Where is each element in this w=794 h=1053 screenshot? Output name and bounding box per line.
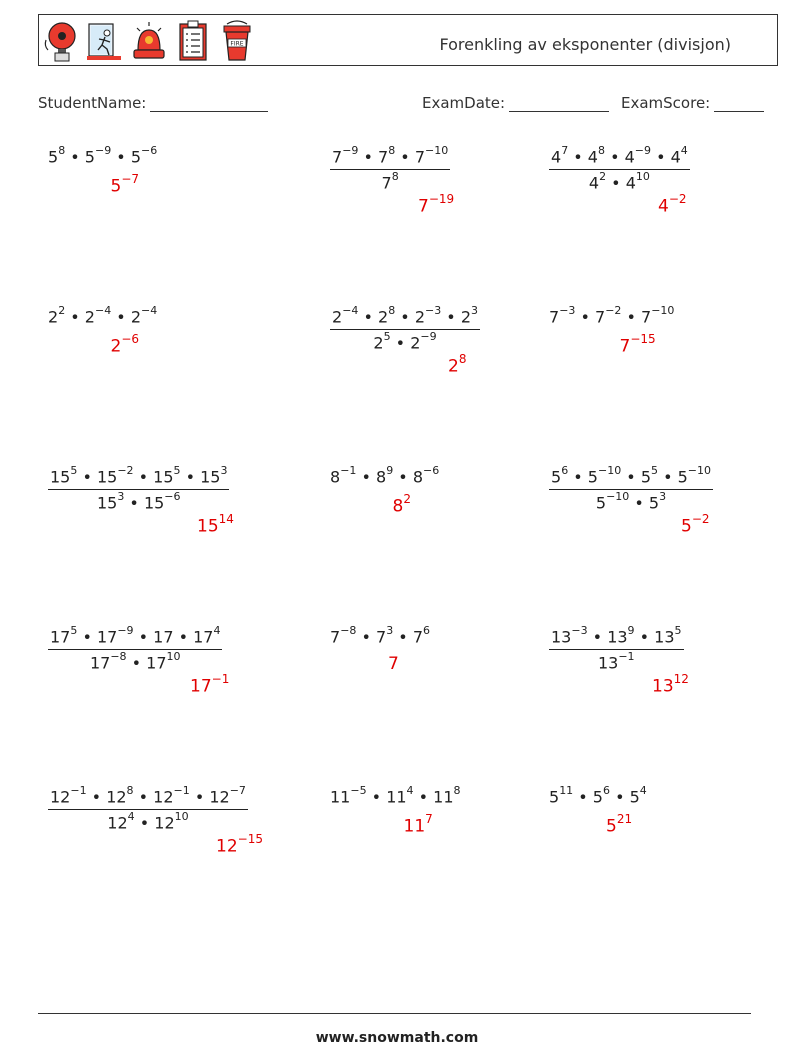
problem-item	[48, 624, 278, 697]
problem-item	[549, 144, 779, 217]
problem-fraction	[549, 626, 684, 673]
problem-answer: $7^{-15}$	[619, 332, 656, 357]
problem-answer: $8^2$	[392, 492, 411, 517]
problem-item	[48, 304, 278, 357]
problem-expression: $7^{-8}$ • $7^3$ • $7^6$	[330, 624, 430, 647]
problem-fraction	[48, 466, 229, 513]
fraction-numerator: $7^{-9}$ • $7^8$ • $7^{-10}$	[330, 146, 450, 170]
footer-divider	[38, 1013, 751, 1014]
problem-item	[549, 624, 779, 697]
exam-score-blank[interactable]	[714, 97, 764, 112]
problem-answer: $11^7$	[403, 812, 433, 837]
fraction-denominator: $4^2$ • $4^{10}$	[588, 170, 650, 193]
student-name-field[interactable]	[38, 94, 268, 112]
fraction	[48, 626, 222, 673]
svg-text:FIRE: FIRE	[230, 40, 244, 48]
fire-bucket-icon	[219, 20, 255, 62]
fraction-denominator: $13^{-1}$	[597, 650, 635, 673]
exam-date-blank[interactable]	[509, 97, 609, 112]
fraction-numerator: $12^{-1}$ • $12^8$ • $12^{-1}$ • $12^{-7}$	[48, 786, 248, 810]
fraction	[48, 466, 229, 513]
problem-expression: $7^{-3}$ • $7^{-2}$ • $7^{-10}$	[549, 304, 675, 327]
problem-answer: $17^{-1}$	[190, 672, 230, 697]
emergency-exit-icon	[87, 20, 123, 62]
problem-expression: $8^{-1}$ • $8^9$ • $8^{-6}$	[330, 464, 440, 487]
fraction-numerator: $17^5$ • $17^{-9}$ • 17 • $17^4$	[48, 626, 222, 650]
problem-item	[48, 464, 278, 537]
student-name-label: StudentName:	[38, 94, 147, 112]
footer-url: www.snowmath.com	[315, 1030, 479, 1046]
problem-item	[48, 144, 278, 197]
fraction	[549, 466, 713, 513]
problem-answer: $13^{12}$	[652, 672, 689, 697]
fraction-denominator: $17^{-8}$ • $17^{10}$	[89, 650, 181, 673]
problem-answer: $2^8$	[448, 352, 467, 377]
fraction-numerator: $2^{-4}$ • $2^8$ • $2^{-3}$ • $2^3$	[330, 306, 480, 330]
fraction-denominator: $15^3$ • $15^{-6}$	[96, 490, 181, 513]
worksheet-title: Forenkling av eksponenter (divisjon)	[439, 35, 731, 54]
fraction-denominator: $5^{-10}$ • $5^3$	[595, 490, 667, 513]
checklist-clipboard-icon	[175, 20, 211, 62]
problem-fraction	[549, 466, 713, 513]
problem-answer: $5^{-7}$	[110, 172, 140, 197]
fraction-denominator: $2^5$ • $2^{-9}$	[373, 330, 437, 353]
problem-answer: $15^{14}$	[197, 512, 234, 537]
exam-date-label: ExamDate:	[422, 94, 506, 112]
problem-answer: $7^{-19}$	[418, 192, 455, 217]
problem-answer: $5^{21}$	[606, 812, 633, 837]
fraction-denominator: $12^4$ • $12^{10}$	[107, 810, 189, 833]
problem-answer: $5^{-2}$	[681, 512, 710, 537]
problem-expression: $5^{11}$ • $5^6$ • $5^4$	[549, 784, 647, 807]
siren-light-icon	[131, 20, 167, 62]
problem-fraction	[48, 626, 222, 673]
problem-expression: $11^{-5}$ • $11^4$ • $11^8$	[330, 784, 461, 807]
exam-score-label: ExamScore:	[621, 94, 711, 112]
problem-item	[330, 464, 560, 517]
exam-date-field[interactable]	[422, 94, 609, 112]
fraction	[48, 786, 248, 833]
alarm-bell-icon	[43, 20, 79, 62]
problem-fraction	[48, 786, 248, 833]
fraction-numerator: $5^6$ • $5^{-10}$ • $5^5$ • $5^{-10}$	[549, 466, 713, 490]
fraction	[549, 146, 690, 193]
fraction-numerator: $15^5$ • $15^{-2}$ • $15^5$ • $15^3$	[48, 466, 229, 490]
problem-fraction	[549, 146, 690, 193]
problem-expression: $5^8$ • $5^{-9}$ • $5^{-6}$	[48, 144, 158, 167]
exam-score-field[interactable]	[621, 94, 764, 112]
fraction	[549, 626, 684, 673]
problem-item	[549, 304, 779, 357]
fraction-numerator: $4^7$ • $4^8$ • $4^{-9}$ • $4^4$	[549, 146, 690, 170]
problem-expression: $2^2$ • $2^{-4}$ • $2^{-4}$	[48, 304, 158, 327]
problem-item	[330, 624, 560, 674]
problem-item	[330, 304, 560, 377]
problem-fraction	[330, 146, 450, 193]
worksheet-header	[38, 14, 778, 66]
problem-item	[48, 784, 278, 857]
fraction-numerator: $13^{-3}$ • $13^9$ • $13^5$	[549, 626, 684, 650]
problem-answer: 7	[388, 654, 399, 674]
problem-item	[549, 784, 779, 837]
fraction	[330, 306, 480, 353]
problem-item	[549, 464, 779, 537]
problem-answer: $2^{-6}$	[110, 332, 140, 357]
problem-item	[330, 144, 560, 217]
header-icons	[43, 19, 255, 63]
fraction	[330, 146, 450, 193]
problem-answer: $12^{-15}$	[216, 832, 263, 857]
student-name-blank[interactable]	[150, 97, 268, 112]
problem-answer: $4^{-2}$	[658, 192, 687, 217]
problem-item	[330, 784, 560, 837]
problem-fraction	[330, 306, 480, 353]
fraction-denominator: $7^8$	[381, 170, 399, 193]
